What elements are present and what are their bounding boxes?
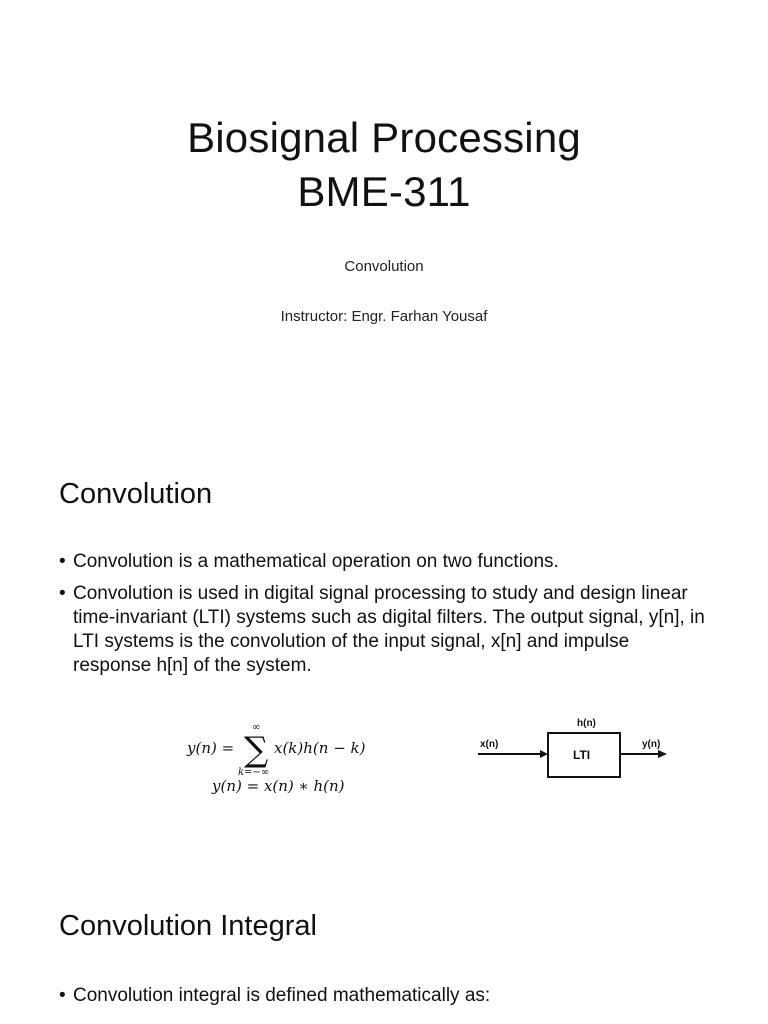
diagram-output-arrowhead-icon — [658, 750, 667, 758]
formula-rhs: x(k)h(n − k) — [274, 739, 366, 757]
bullet-dot-icon: • — [59, 985, 66, 1006]
formula-sum-lower: k=−∞ — [238, 767, 270, 778]
convolution-sum-formula — [160, 722, 385, 822]
diagram-input-arrowhead-icon — [540, 750, 548, 758]
formula-sum-upper: ∞ — [252, 722, 261, 733]
slide-title-line1: Biosignal Processing — [187, 114, 581, 161]
diagram-system-label: LTI — [573, 748, 591, 762]
bullet-text: Convolution is used in digital signal processing to study and design linear time-invariant (LTI) systems such as digital filters. The output signal, y[n], in LTI systems is the convolution of the input signal, x[n] and impulse response h[n] of the system. — [73, 583, 705, 676]
bullet-text: Convolution is a mathematical operation on two functions. — [73, 551, 559, 572]
slide-subtitle: Convolution — [344, 258, 424, 275]
bullet-text: Convolution integral is defined mathematically as: — [73, 985, 491, 1006]
bullet-list-convolution-integral — [59, 984, 709, 1016]
slide-title-line2: BME-311 — [297, 168, 471, 215]
section-heading-convolution: Convolution — [59, 478, 213, 510]
bullet-item — [59, 582, 709, 678]
bullet-item — [59, 550, 709, 574]
diagram-output-label: y(n) — [642, 739, 661, 750]
bullet-dot-icon: • — [59, 583, 66, 604]
formula-short-form: y(n) = x(n) ∗ h(n) — [212, 777, 345, 795]
bullet-item — [59, 984, 709, 1008]
bullet-list-convolution — [59, 550, 709, 686]
lti-system-diagram — [470, 712, 680, 792]
formula-lhs: y(n) = — [187, 739, 235, 757]
formula-sum-symbol: ∑ — [244, 730, 269, 770]
bullet-dot-icon: • — [59, 551, 66, 572]
diagram-input-label: x(n) — [480, 739, 499, 750]
section-heading-convolution-integral: Convolution Integral — [59, 910, 317, 942]
slide-instructor: Instructor: Engr. Farhan Yousaf — [280, 308, 488, 325]
diagram-impulse-label: h(n) — [577, 718, 596, 729]
